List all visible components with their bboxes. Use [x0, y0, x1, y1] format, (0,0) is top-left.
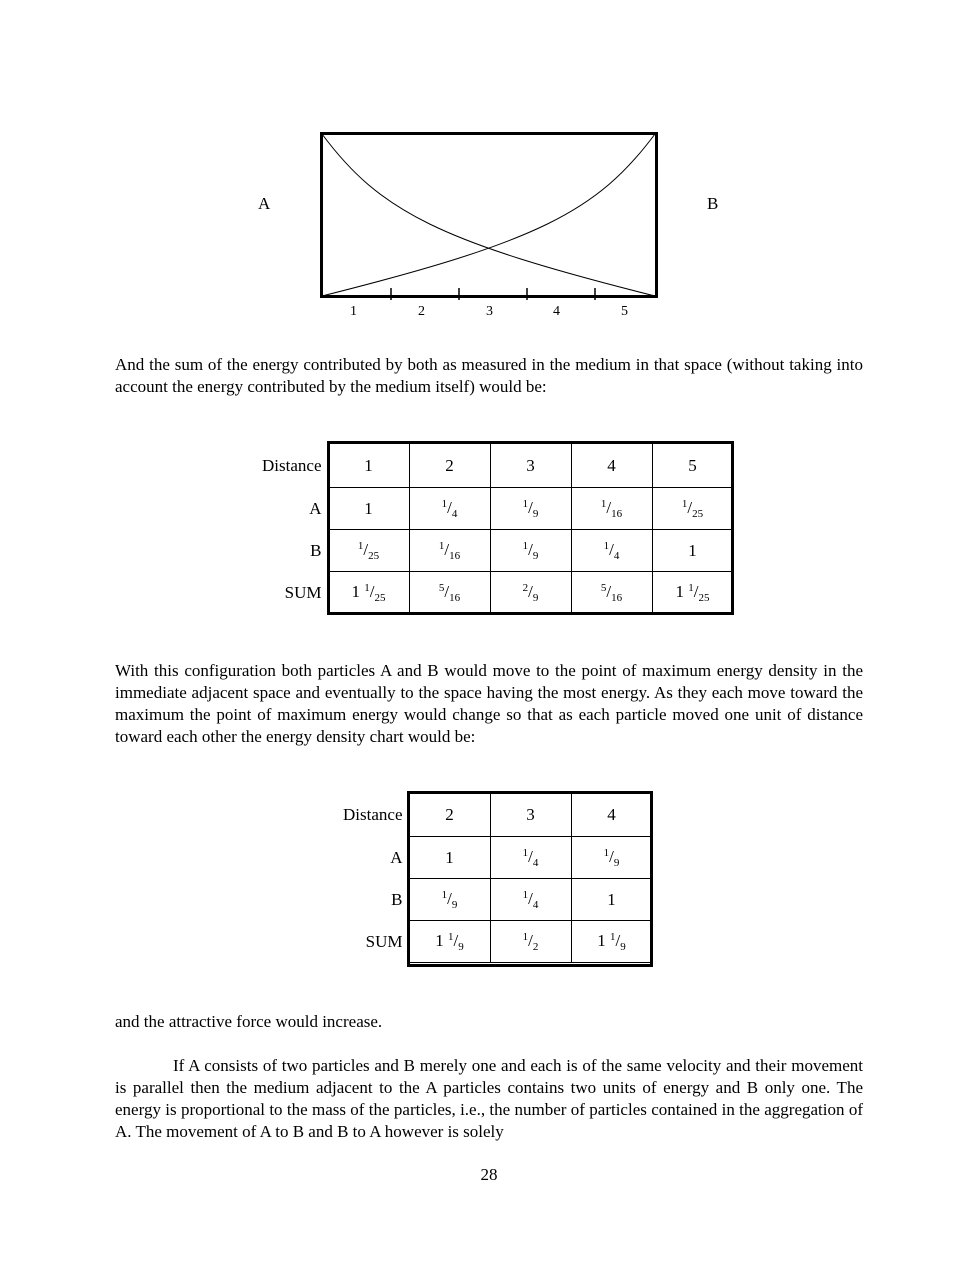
value-cell: [409, 921, 490, 963]
fraction-slash: /: [693, 581, 699, 601]
value-cell: [490, 488, 571, 530]
value-cell: [328, 572, 409, 614]
fraction-denominator: 9: [620, 940, 626, 953]
distance-cell: 3: [490, 794, 571, 837]
fraction-whole: 1: [351, 581, 360, 601]
paragraph-1: [115, 354, 863, 398]
value-cell: [490, 572, 571, 614]
value-cell: [652, 572, 733, 614]
row-b: [240, 530, 733, 572]
fraction-denominator: 25: [368, 549, 380, 562]
fraction-denominator: 9: [532, 591, 539, 604]
fraction-whole: 1: [435, 930, 444, 950]
fraction-denominator: 9: [613, 856, 620, 869]
paragraph-3: [115, 1011, 863, 1033]
value-cell: [409, 572, 490, 614]
distance-cell: 1: [328, 444, 409, 488]
label-b: B: [707, 194, 719, 213]
fraction-denominator: 16: [611, 591, 623, 604]
fraction-numerator: 1: [603, 846, 610, 859]
fraction-numerator: 1: [522, 539, 529, 552]
energy-table-1: [240, 443, 734, 614]
fraction-whole: 1: [597, 930, 606, 950]
fraction-denominator: 9: [532, 549, 539, 562]
row-b: [321, 879, 652, 921]
fraction-numerator: 1: [688, 581, 694, 594]
fraction-slash: /: [528, 539, 533, 559]
value-cell: [409, 837, 490, 879]
paragraph-4: [115, 1055, 863, 1143]
fraction-denominator: 2: [532, 940, 539, 953]
fraction-numerator: 1: [441, 888, 448, 901]
fraction-numerator: 1: [681, 497, 688, 510]
row-sum: [240, 572, 733, 614]
fraction-numerator: 1: [603, 539, 610, 552]
fraction-denominator: 4: [613, 549, 620, 562]
value-cell: [571, 530, 652, 572]
row-label: B: [310, 540, 322, 560]
fraction-slash: /: [615, 930, 621, 950]
fraction-denominator: 4: [532, 856, 539, 869]
fraction-slash: /: [528, 497, 533, 517]
value-cell: [409, 530, 490, 572]
label-a: A: [258, 194, 271, 213]
tick-label: 1: [350, 304, 357, 319]
row-label: SUM: [284, 582, 322, 602]
distance-cell: 2: [409, 794, 490, 837]
row-distance: [240, 444, 733, 488]
value-cell: [571, 879, 652, 921]
fraction-slash: /: [363, 539, 369, 559]
curve-a-decay: [322, 134, 655, 296]
fraction-denominator: 25: [692, 507, 704, 520]
paragraph-2: [115, 660, 863, 748]
paragraph-2-text: With this configuration both particles A and B would move to the point of maximum energy density in the immediate adjacent space and eventually to the space having the most energy. As they each move toward the maximum the point of maximum energy would change so that as each particle moved one unit of distance toward each other the energy density chart would be:: [115, 661, 863, 746]
fraction-numerator: 1: [610, 930, 616, 943]
value-cell: [571, 837, 652, 879]
tick-label: 2: [418, 304, 425, 319]
curve-box: [320, 132, 660, 300]
fraction-slash: /: [444, 581, 450, 601]
value-cell: [328, 488, 409, 530]
fraction-numerator: 5: [600, 581, 607, 594]
fraction-slash: /: [606, 497, 612, 517]
fraction-slash: /: [606, 581, 612, 601]
fraction-denominator: 4: [451, 507, 458, 520]
fraction-whole: 1: [675, 581, 684, 601]
row-label: A: [309, 498, 322, 518]
paragraph-3-text: and the attractive force would increase.: [115, 1012, 383, 1031]
fraction-numerator: 2: [522, 581, 529, 594]
fraction-whole: 1: [364, 498, 373, 518]
fraction-denominator: 9: [451, 898, 458, 911]
distance-cell: 3: [490, 444, 571, 488]
fraction-denominator: 16: [449, 591, 461, 604]
value-cell: [490, 530, 571, 572]
row-label: A: [390, 847, 403, 867]
value-cell: [652, 488, 733, 530]
fraction-slash: /: [528, 888, 533, 908]
fraction-denominator: 16: [449, 549, 461, 562]
fraction-numerator: 1: [522, 497, 529, 510]
curve-b-decay: [322, 134, 655, 296]
fraction-slash: /: [609, 539, 614, 559]
fraction-slash: /: [369, 581, 375, 601]
fraction-slash: /: [447, 888, 452, 908]
row-a: [321, 837, 652, 879]
tick-label: 4: [553, 304, 560, 319]
fraction-numerator: 1: [441, 497, 448, 510]
value-cell: [571, 572, 652, 614]
value-cell: [409, 879, 490, 921]
fraction-slash: /: [528, 581, 533, 601]
fraction-whole: 1: [607, 889, 616, 909]
tick-label: 5: [621, 304, 628, 319]
tick-label: 3: [486, 304, 493, 319]
fraction-slash: /: [447, 497, 452, 517]
paragraph-4-text: If A consists of two particles and B merely one and each is of the same velocity and their movement is parallel then the medium adjacent to the A particles contains two units of energy and B only one. The energy is proportional to the mass of the particles, i.e., the number of particles contained in the aggregation of A. The movement of A to B and B to A however is solely: [115, 1056, 863, 1141]
value-cell: [409, 488, 490, 530]
row-label: Distance: [343, 805, 403, 824]
row-a: [240, 488, 733, 530]
distance-cell: 5: [652, 444, 733, 488]
fraction-numerator: 1: [600, 497, 607, 510]
fraction-denominator: 4: [532, 898, 539, 911]
row-sum: [321, 921, 652, 963]
value-cell: [328, 530, 409, 572]
fraction-whole: 1: [688, 540, 697, 560]
fraction-denominator: 9: [532, 507, 539, 520]
row-distance: [321, 794, 652, 837]
fraction-numerator: 1: [522, 846, 529, 859]
page-number: 28: [480, 1165, 498, 1184]
fraction-numerator: 5: [438, 581, 445, 594]
fraction-denominator: 9: [458, 940, 464, 953]
fraction-numerator: 1: [357, 539, 364, 552]
fraction-slash: /: [453, 930, 459, 950]
distance-cell: 4: [571, 794, 652, 837]
fraction-denominator: 25: [374, 591, 386, 604]
energy-table-2: [321, 793, 653, 963]
fraction-numerator: 1: [522, 930, 529, 943]
row-label: Distance: [262, 455, 322, 475]
value-cell: [490, 921, 571, 963]
row-label: SUM: [365, 931, 403, 951]
fraction-slash: /: [609, 846, 614, 866]
fraction-slash: /: [444, 539, 450, 559]
fraction-denominator: 16: [611, 507, 623, 520]
fraction-numerator: 1: [364, 581, 370, 594]
fraction-denominator: 25: [698, 591, 710, 604]
value-cell: [490, 837, 571, 879]
distance-cell: 2: [409, 444, 490, 488]
row-label: B: [391, 889, 403, 909]
distance-cell: 4: [571, 444, 652, 488]
fraction-slash: /: [528, 846, 533, 866]
fraction-whole: 1: [445, 847, 454, 867]
value-cell: [490, 879, 571, 921]
fraction-numerator: 1: [448, 930, 454, 943]
value-cell: [571, 921, 652, 963]
fraction-numerator: 1: [438, 539, 445, 552]
value-cell: [571, 488, 652, 530]
value-cell: [652, 530, 733, 572]
paragraph-1-text: And the sum of the energy contributed by both as measured in the medium in that space (without taking into account the energy contributed by the medium itself) would be:: [115, 355, 863, 396]
fraction-slash: /: [528, 930, 533, 950]
fraction-numerator: 1: [522, 888, 529, 901]
fraction-slash: /: [687, 497, 693, 517]
